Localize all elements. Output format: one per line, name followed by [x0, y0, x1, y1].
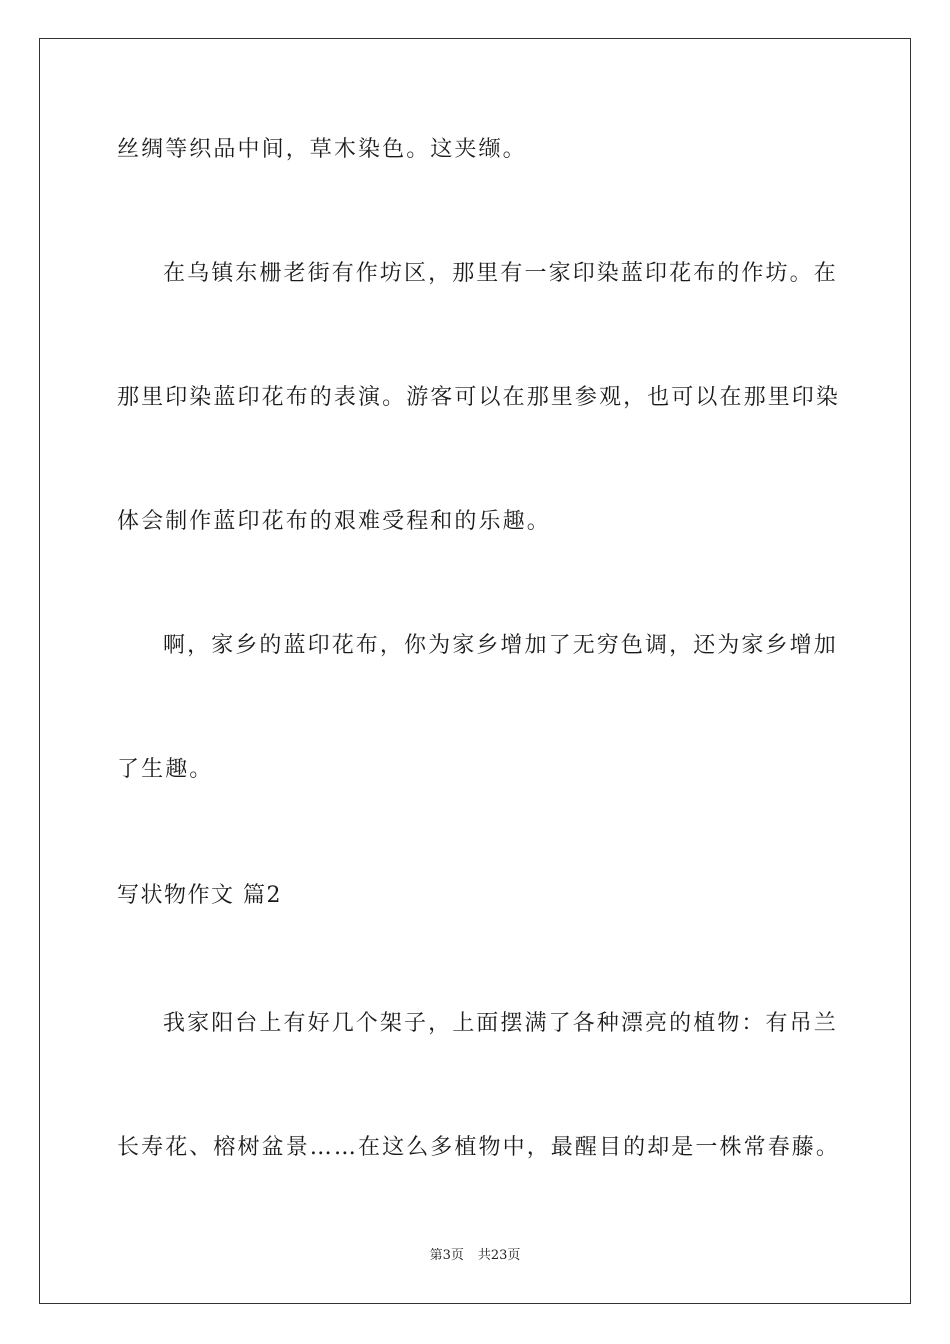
page-number: 第3页 [429, 1248, 464, 1263]
page-border [39, 38, 911, 1304]
page-total: 共23页 [477, 1248, 521, 1263]
paragraph-line: 丝绸等织品中间，草木染色。这夹缬。 [117, 137, 527, 162]
paragraph-line: 体会制作蓝印花布的艰难受程和的乐趣。 [117, 509, 551, 534]
paragraph-line: 那里印染蓝印花布的表演。游客可以在那里参观，也可以在那里印染 [117, 385, 841, 410]
page-footer [0, 1247, 950, 1265]
paragraph-line: 长寿花、榕树盆景……在这么多植物中，最醒目的却是一株常春藤。 [117, 1135, 841, 1160]
paragraph-line: 在乌镇东栅老街有作坊区，那里有一家印染蓝印花布的作坊。在 [163, 261, 838, 286]
paragraph-line: 了生趣。 [117, 757, 214, 782]
section-heading: 写状物作文 篇2 [117, 883, 282, 908]
paragraph-line: 我家阳台上有好几个架子，上面摆满了各种漂亮的植物：有吊兰 [163, 1011, 838, 1036]
paragraph-line: 啊，家乡的蓝印花布，你为家乡增加了无穷色调，还为家乡增加 [163, 633, 838, 658]
